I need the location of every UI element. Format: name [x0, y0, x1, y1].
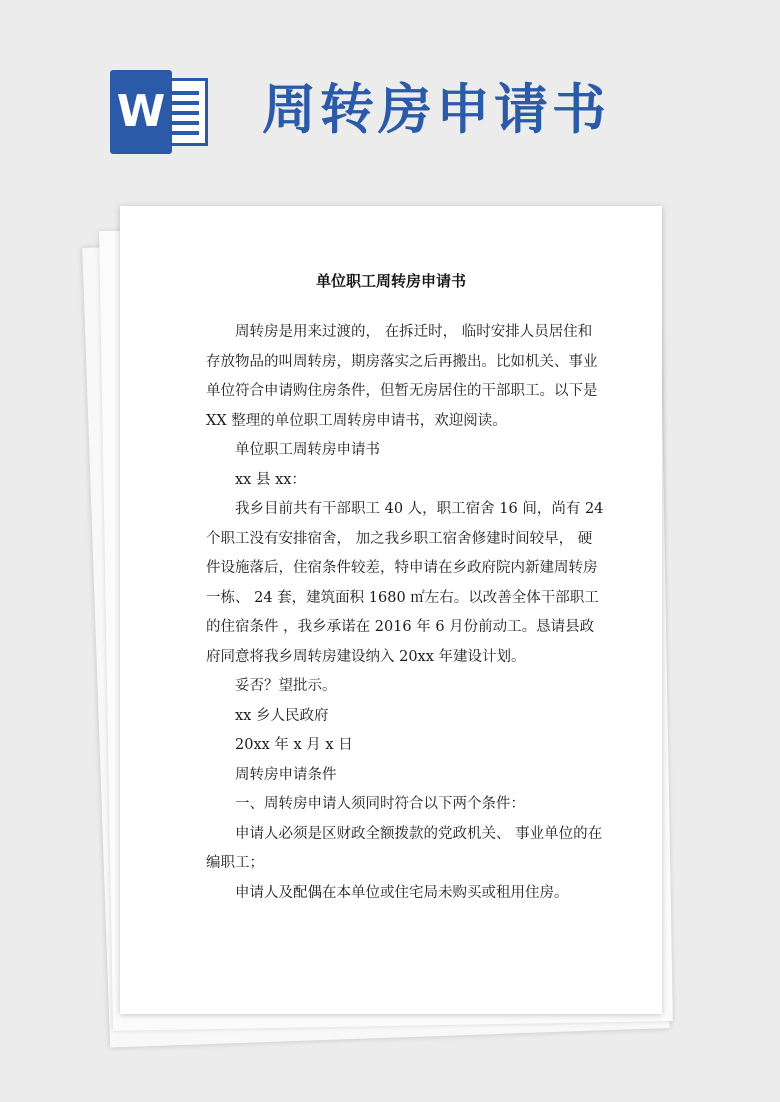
document-body — [206, 318, 606, 908]
document-page — [120, 206, 662, 1014]
signature-org: xx 乡人民政府 — [235, 707, 329, 724]
addressee: xx 县 xx： — [235, 471, 306, 488]
signature-date: 20xx 年 x 月 x 日 — [235, 737, 353, 753]
word-letter-badge: W — [110, 70, 172, 154]
page-title: 周转房申请书 — [262, 78, 610, 141]
document-title: 单位职工周转房申请书 — [315, 272, 466, 290]
request-paragraph: 我乡目前共有干部职工 40 人，职工宿舍 16 间，尚有 24 个职工没有安排宿舍， 加之我乡职工宿舍修建时间较早， 硬件设施落后，住宿条件较差，特申请在乡政府院内新建周转房一栋、 24 套，建筑面积 1680 ㎡左右。以改善全体干部职工的住宿条件 ，我乡承诺在 2016 年 6 月份前动工。恳请县政府同意将我乡周转房建设纳入 20xx 年建设计划。 — [206, 501, 604, 665]
conditions-heading: 周转房申请条件 — [235, 766, 337, 783]
word-document-icon — [110, 70, 208, 154]
condition-item: 申请人及配偶在本单位或住宅局未购买或租用住房。 — [235, 884, 569, 901]
page-header — [0, 0, 780, 200]
intro-paragraph: 周转房是用来过渡的， 在拆迁时， 临时安排人员居住和存放物品的叫周转房，期房落实之后再搬出。比如机关、事业单位符合申请购住房条件，但暂无房居住的干部职工。以下是 XX 整理的单位职工周转房申请书，欢迎阅读。 — [206, 324, 598, 429]
letter-heading: 单位职工周转房申请书 — [235, 442, 380, 458]
condition-intro: 一、周转房申请人须同时符合以下两个条件： — [235, 796, 525, 812]
condition-item: 申请人必须是区财政全额拨款的党政机关、 事业单位的在编职工； — [206, 825, 603, 871]
closing-line: 妥否？望批示。 — [235, 678, 337, 694]
